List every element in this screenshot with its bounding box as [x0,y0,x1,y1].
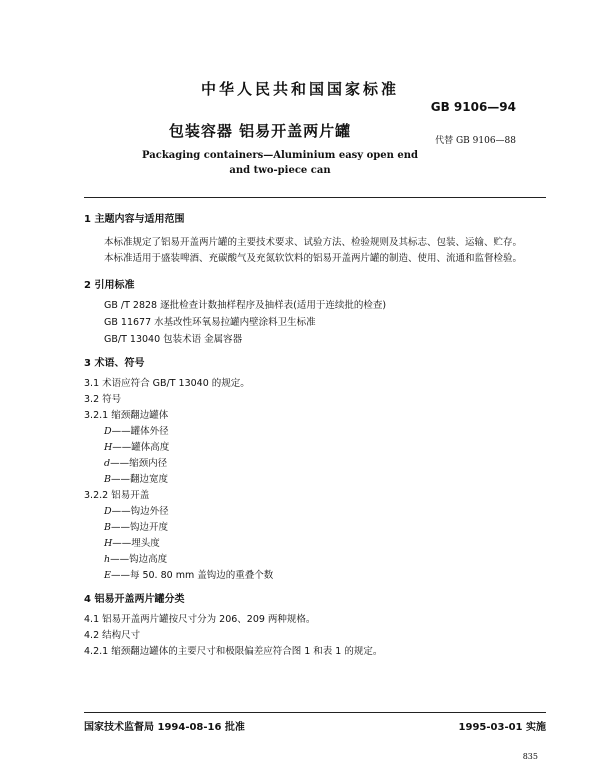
section-1-para-2: 本标准适用于盛装啤酒、充碳酸气及充氮软饮料的铝易开盖两片罐的制造、使用、流通和监督检验。 [104,253,523,264]
section-2-heading: 2 引用标准 [84,280,135,291]
title-english-line-2: and two-piece can [229,165,331,176]
symbol-description: ——罐体高度 [112,442,170,453]
footer-rule [84,712,546,713]
symbol-description: ——缩颈内径 [110,458,168,469]
section-1-heading: 1 主题内容与适用范围 [84,214,185,225]
symbol-description: ——钩边开度 [110,522,168,533]
symbol-letter: H [104,442,113,453]
symbol-letter: B [104,522,111,533]
approval-date: 国家技术监督局 1994-08-16 批准 [84,722,245,733]
symbol-letter: d [104,458,111,469]
title-english-line-1: Packaging containers—Aluminium easy open end [142,150,418,161]
symbol-description: ——埋头度 [112,538,160,549]
symbol-item [104,455,167,469]
symbol-description: ——钩边高度 [110,554,168,565]
symbol-item [104,471,168,485]
replaces-note: 代替 GB 9106—88 [435,136,516,146]
section-3-heading: 3 术语、符号 [84,358,145,369]
reference-item: GB /T 2828 逐批检查计数抽样程序及抽样表(适用于连续批的检查) [104,300,387,311]
symbol-description: ——钩边外径 [111,506,169,517]
symbol-description: ——每 50. 80 mm 盖钩边的重叠个数 [110,570,274,581]
standard-number: GB 9106—94 [430,100,516,114]
symbol-letter: H [104,538,113,549]
clause-4-1: 4.1 铝易开盖两片罐按尺寸分为 206、209 两种规格。 [84,614,316,625]
section-4-heading: 4 铝易开盖两片罐分类 [84,594,185,605]
clause-4-2-1: 4.2.1 缩颈翻边罐体的主要尺寸和极限偏差应符合图 1 和表 1 的规定。 [84,646,383,657]
symbol-item [104,503,169,517]
symbol-item [104,535,160,549]
implementation-date: 1995-03-01 实施 [458,722,546,733]
symbol-letter: D [104,426,112,437]
symbol-item [104,567,273,581]
symbol-letter: h [104,554,111,565]
clause-3-2-2: 3.2.2 铝易开盖 [84,490,150,501]
page-number: 835 [522,752,538,761]
section-1-para-1: 本标准规定了铝易开盖两片罐的主要技术要求、试验方法、检验规则及其标志、包装、运输、贮存。 [104,237,523,248]
reference-item: GB/T 13040 包装术语 金属容器 [104,334,243,345]
symbol-letter: E [104,570,111,581]
header-rule [84,197,546,198]
symbol-item [104,551,167,565]
symbol-description: ——翻边宽度 [110,474,168,485]
symbol-item [104,519,168,533]
title-chinese: 包装容器 铝易开盖两片罐 [168,122,352,140]
clause-3-1: 3.1 术语应符合 GB/T 13040 的规定。 [84,378,250,389]
clause-3-2: 3.2 符号 [84,394,122,405]
symbol-description: ——罐体外径 [111,426,169,437]
issuing-authority: 中华人民共和国国家标准 [200,80,399,98]
symbol-letter: D [104,506,112,517]
clause-3-2-1: 3.2.1 缩颈翻边罐体 [84,410,169,421]
symbol-item [104,439,169,453]
symbol-item [104,423,169,437]
clause-4-2: 4.2 结构尺寸 [84,630,141,641]
symbol-letter: B [104,474,111,485]
reference-item: GB 11677 水基改性环氧易拉罐内壁涂料卫生标准 [104,317,316,328]
